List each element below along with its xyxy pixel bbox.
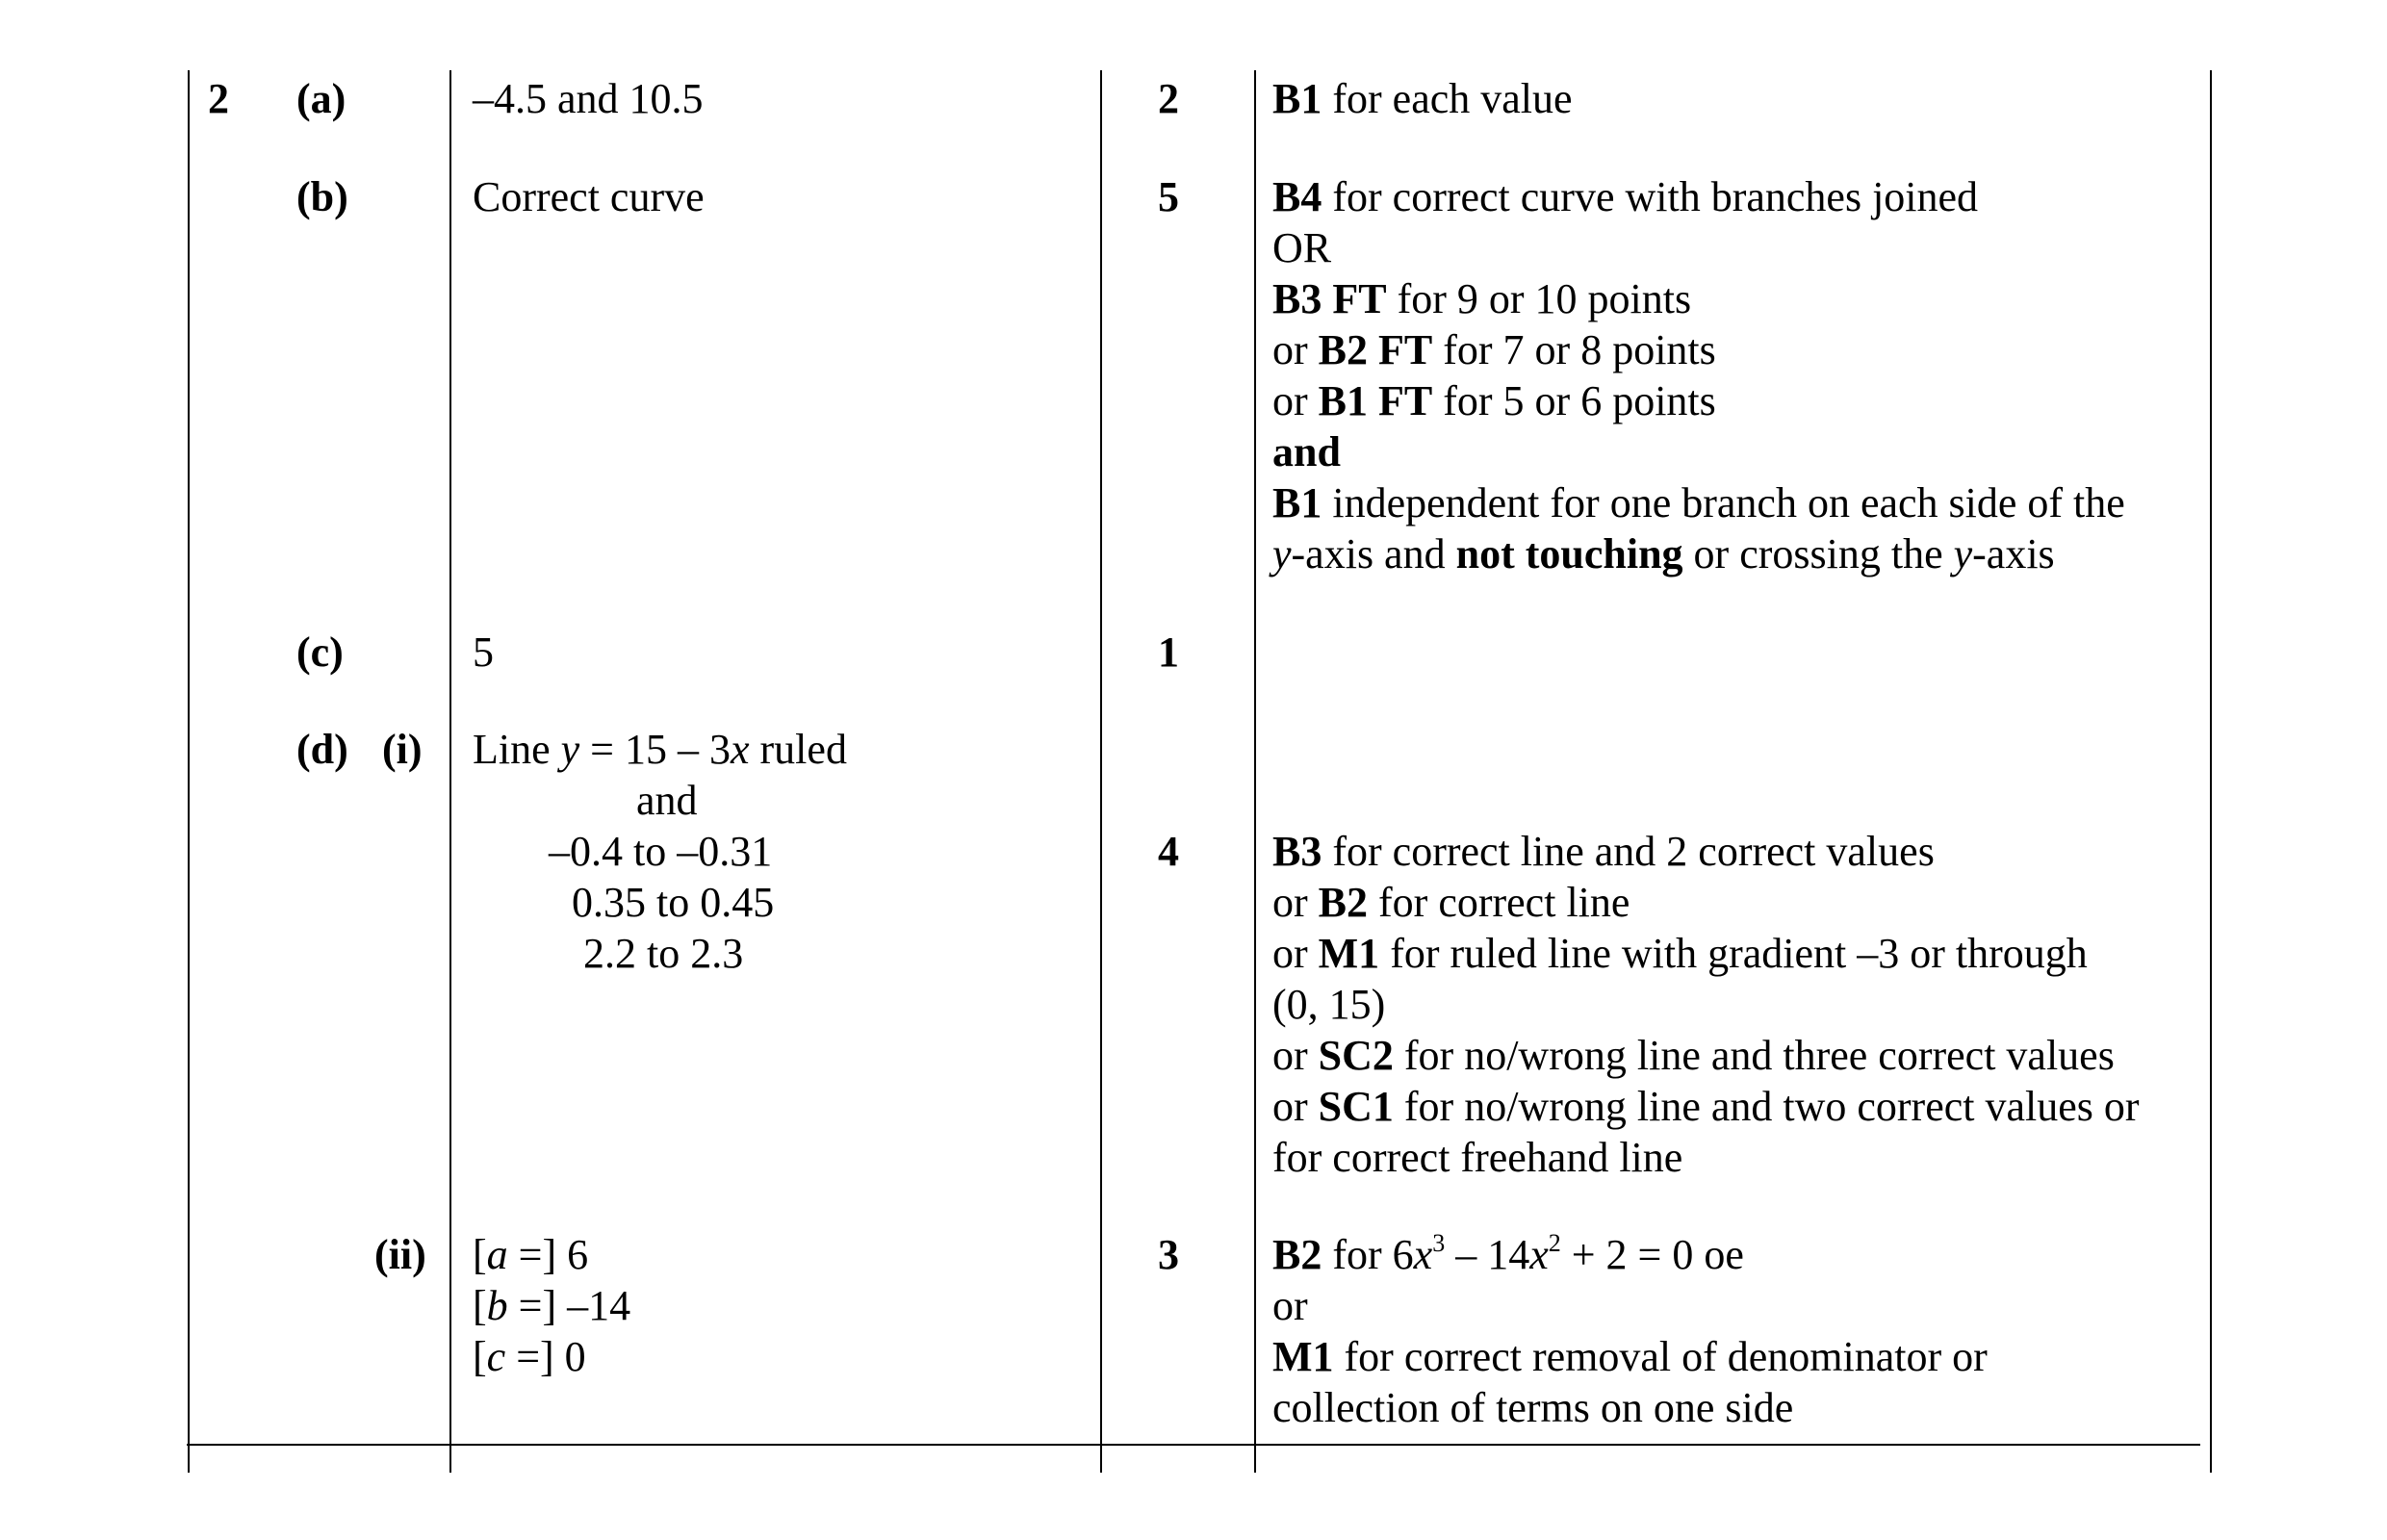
notes-b-code-7: B1 xyxy=(1272,479,1322,526)
notes-b-line-1 xyxy=(1272,171,1978,222)
answer-d-ii-var-c: c xyxy=(486,1333,506,1380)
notes-b-line-7 xyxy=(1272,477,2125,528)
notes-d-i-code-6: SC1 xyxy=(1318,1083,1394,1130)
notes-d-i-pre-6: or xyxy=(1272,1083,1319,1130)
table-right-border xyxy=(2210,70,2212,1473)
notes-b-bold-8: not touching xyxy=(1455,530,1683,578)
answer-d-ii-c-value: =] 0 xyxy=(505,1333,586,1380)
notes-d-i-code-1: B3 xyxy=(1272,828,1322,875)
notes-d-i-pre-2: or xyxy=(1272,879,1319,926)
notes-b-line-2: OR xyxy=(1272,224,1332,271)
notes-b-code-4: B2 FT xyxy=(1318,326,1433,373)
notes-a-text: for each value xyxy=(1322,75,1573,122)
answer-b: Correct curve xyxy=(473,173,705,220)
notes-d-i-text-3: for ruled line with gradient –3 or through xyxy=(1379,930,2088,977)
notes-d-ii-text-3: for correct removal of denominator or xyxy=(1333,1333,1988,1380)
notes-b-line-6: and xyxy=(1272,428,1341,475)
notes-b-text-7: independent for one branch on each side of the xyxy=(1322,479,2125,526)
answer-d-ii-a xyxy=(473,1229,588,1280)
answer-d-ii-c-open: [ xyxy=(473,1333,487,1380)
notes-a xyxy=(1272,73,1573,124)
notes-d-i-code-2: B2 xyxy=(1318,879,1369,926)
notes-b-text-3: for 9 or 10 points xyxy=(1386,275,1692,322)
notes-d-i-text-6: for no/wrong line and two correct values or xyxy=(1393,1083,2140,1130)
notes-d-i-text-5: for no/wrong line and three correct values xyxy=(1393,1032,2115,1079)
part-label-c: (c) xyxy=(296,629,344,676)
notes-d-i-line-4: (0, 15) xyxy=(1272,981,1386,1028)
table-left-border xyxy=(188,70,190,1473)
notes-d-ii-var-x1: x xyxy=(1413,1231,1433,1278)
answer-d-ii-b-open: [ xyxy=(473,1282,487,1329)
notes-d-ii-var-x2: x xyxy=(1529,1231,1549,1278)
notes-b-line-5 xyxy=(1272,375,1716,426)
notes-b-text-4: for 7 or 8 points xyxy=(1432,326,1716,373)
mark-c: 1 xyxy=(1158,629,1179,676)
mark-d-ii: 3 xyxy=(1158,1231,1179,1278)
notes-d-ii-code-3: M1 xyxy=(1272,1333,1334,1380)
notes-b-text-8b: or crossing the xyxy=(1682,530,1954,578)
notes-d-ii-text-1b: – 14 xyxy=(1445,1231,1530,1278)
answer-d-ii-b-value: =] –14 xyxy=(507,1282,631,1329)
notes-b-pre-5: or xyxy=(1272,377,1319,424)
notes-d-i-code-5: SC2 xyxy=(1318,1032,1394,1079)
notes-b-var-y2: y xyxy=(1953,530,1973,578)
notes-d-i-line-6 xyxy=(1272,1081,2140,1132)
notes-d-i-text-1: for correct line and 2 correct values xyxy=(1322,828,1935,875)
answer-d-ii-a-open: [ xyxy=(473,1231,487,1278)
part-label-b: (b) xyxy=(296,173,348,220)
answer-d-ii-a-value: =] 6 xyxy=(507,1231,589,1278)
answer-d-i-var-y: y xyxy=(560,726,580,773)
column-divider-mark xyxy=(1100,70,1102,1473)
notes-d-ii-text-1a: for 6 xyxy=(1322,1231,1414,1278)
answer-d-i-line-4: 0.35 to 0.45 xyxy=(572,879,775,926)
notes-b-line-3 xyxy=(1272,273,1691,324)
notes-b-text-8a: -axis and xyxy=(1291,530,1456,578)
answer-d-i-line-3: –0.4 to –0.31 xyxy=(549,828,773,875)
notes-d-ii-line-4: collection of terms on one side xyxy=(1272,1384,1794,1431)
notes-d-i-line-3 xyxy=(1272,928,2088,979)
notes-d-i-text-2: for correct line xyxy=(1368,879,1630,926)
answer-d-ii-var-a: a xyxy=(486,1231,508,1278)
table-bottom-rule xyxy=(187,1444,2200,1446)
answer-d-i-var-x: x xyxy=(731,726,750,773)
notes-d-ii-line-1 xyxy=(1272,1229,1744,1280)
notes-d-i-code-3: M1 xyxy=(1318,930,1380,977)
answer-a: –4.5 and 10.5 xyxy=(473,75,704,122)
notes-b-line-4 xyxy=(1272,324,1716,375)
subpart-label-ii: (ii) xyxy=(374,1231,426,1278)
answer-d-i-text-b: = 15 – 3 xyxy=(579,726,731,773)
notes-d-i-line-7: for correct freehand line xyxy=(1272,1134,1683,1181)
answer-d-i-line-1 xyxy=(473,724,847,775)
notes-b-var-y1: y xyxy=(1272,530,1292,578)
mark-a: 2 xyxy=(1158,75,1179,122)
question-number: 2 xyxy=(208,75,229,122)
notes-d-ii-code-1: B2 xyxy=(1272,1231,1322,1278)
notes-b-line-8 xyxy=(1272,528,2055,579)
notes-b-code-3: B3 FT xyxy=(1272,275,1387,322)
answer-d-i-line-5: 2.2 to 2.3 xyxy=(583,930,744,977)
subpart-label-i: (i) xyxy=(382,726,423,773)
mark-d-i: 4 xyxy=(1158,828,1179,875)
notes-b-text-5: for 5 or 6 points xyxy=(1432,377,1716,424)
answer-c: 5 xyxy=(473,629,494,676)
column-divider-notes xyxy=(1254,70,1256,1473)
answer-d-ii-b xyxy=(473,1280,630,1331)
notes-b-pre-4: or xyxy=(1272,326,1319,373)
part-label-d: (d) xyxy=(296,726,348,773)
notes-d-ii-line-2: or xyxy=(1272,1282,1308,1329)
notes-d-ii-exp-1: 3 xyxy=(1432,1229,1446,1257)
notes-d-ii-line-3 xyxy=(1272,1331,1988,1382)
notes-d-i-line-2 xyxy=(1272,877,1630,928)
answer-d-i-text-c: ruled xyxy=(749,726,847,773)
mark-b: 5 xyxy=(1158,173,1179,220)
notes-d-i-pre-5: or xyxy=(1272,1032,1319,1079)
notes-d-ii-exp-2: 2 xyxy=(1548,1229,1561,1257)
notes-d-i-line-1 xyxy=(1272,826,1935,877)
column-divider-answer xyxy=(449,70,451,1473)
part-label-a: (a) xyxy=(296,75,346,122)
answer-d-ii-c xyxy=(473,1331,586,1382)
answer-d-i-text-a: Line xyxy=(473,726,561,773)
notes-b-code-5: B1 FT xyxy=(1318,377,1433,424)
notes-d-ii-text-1c: + 2 = 0 oe xyxy=(1560,1231,1744,1278)
notes-b-text-8c: -axis xyxy=(1972,530,2055,578)
answer-d-ii-var-b: b xyxy=(486,1282,508,1329)
notes-a-code: B1 xyxy=(1272,75,1322,122)
answer-d-i-line-2: and xyxy=(636,777,698,824)
notes-d-i-line-5 xyxy=(1272,1030,2115,1081)
notes-d-i-pre-3: or xyxy=(1272,930,1319,977)
notes-b-code-1: B4 xyxy=(1272,173,1322,220)
notes-b-text-1: for correct curve with branches joined xyxy=(1322,173,1979,220)
